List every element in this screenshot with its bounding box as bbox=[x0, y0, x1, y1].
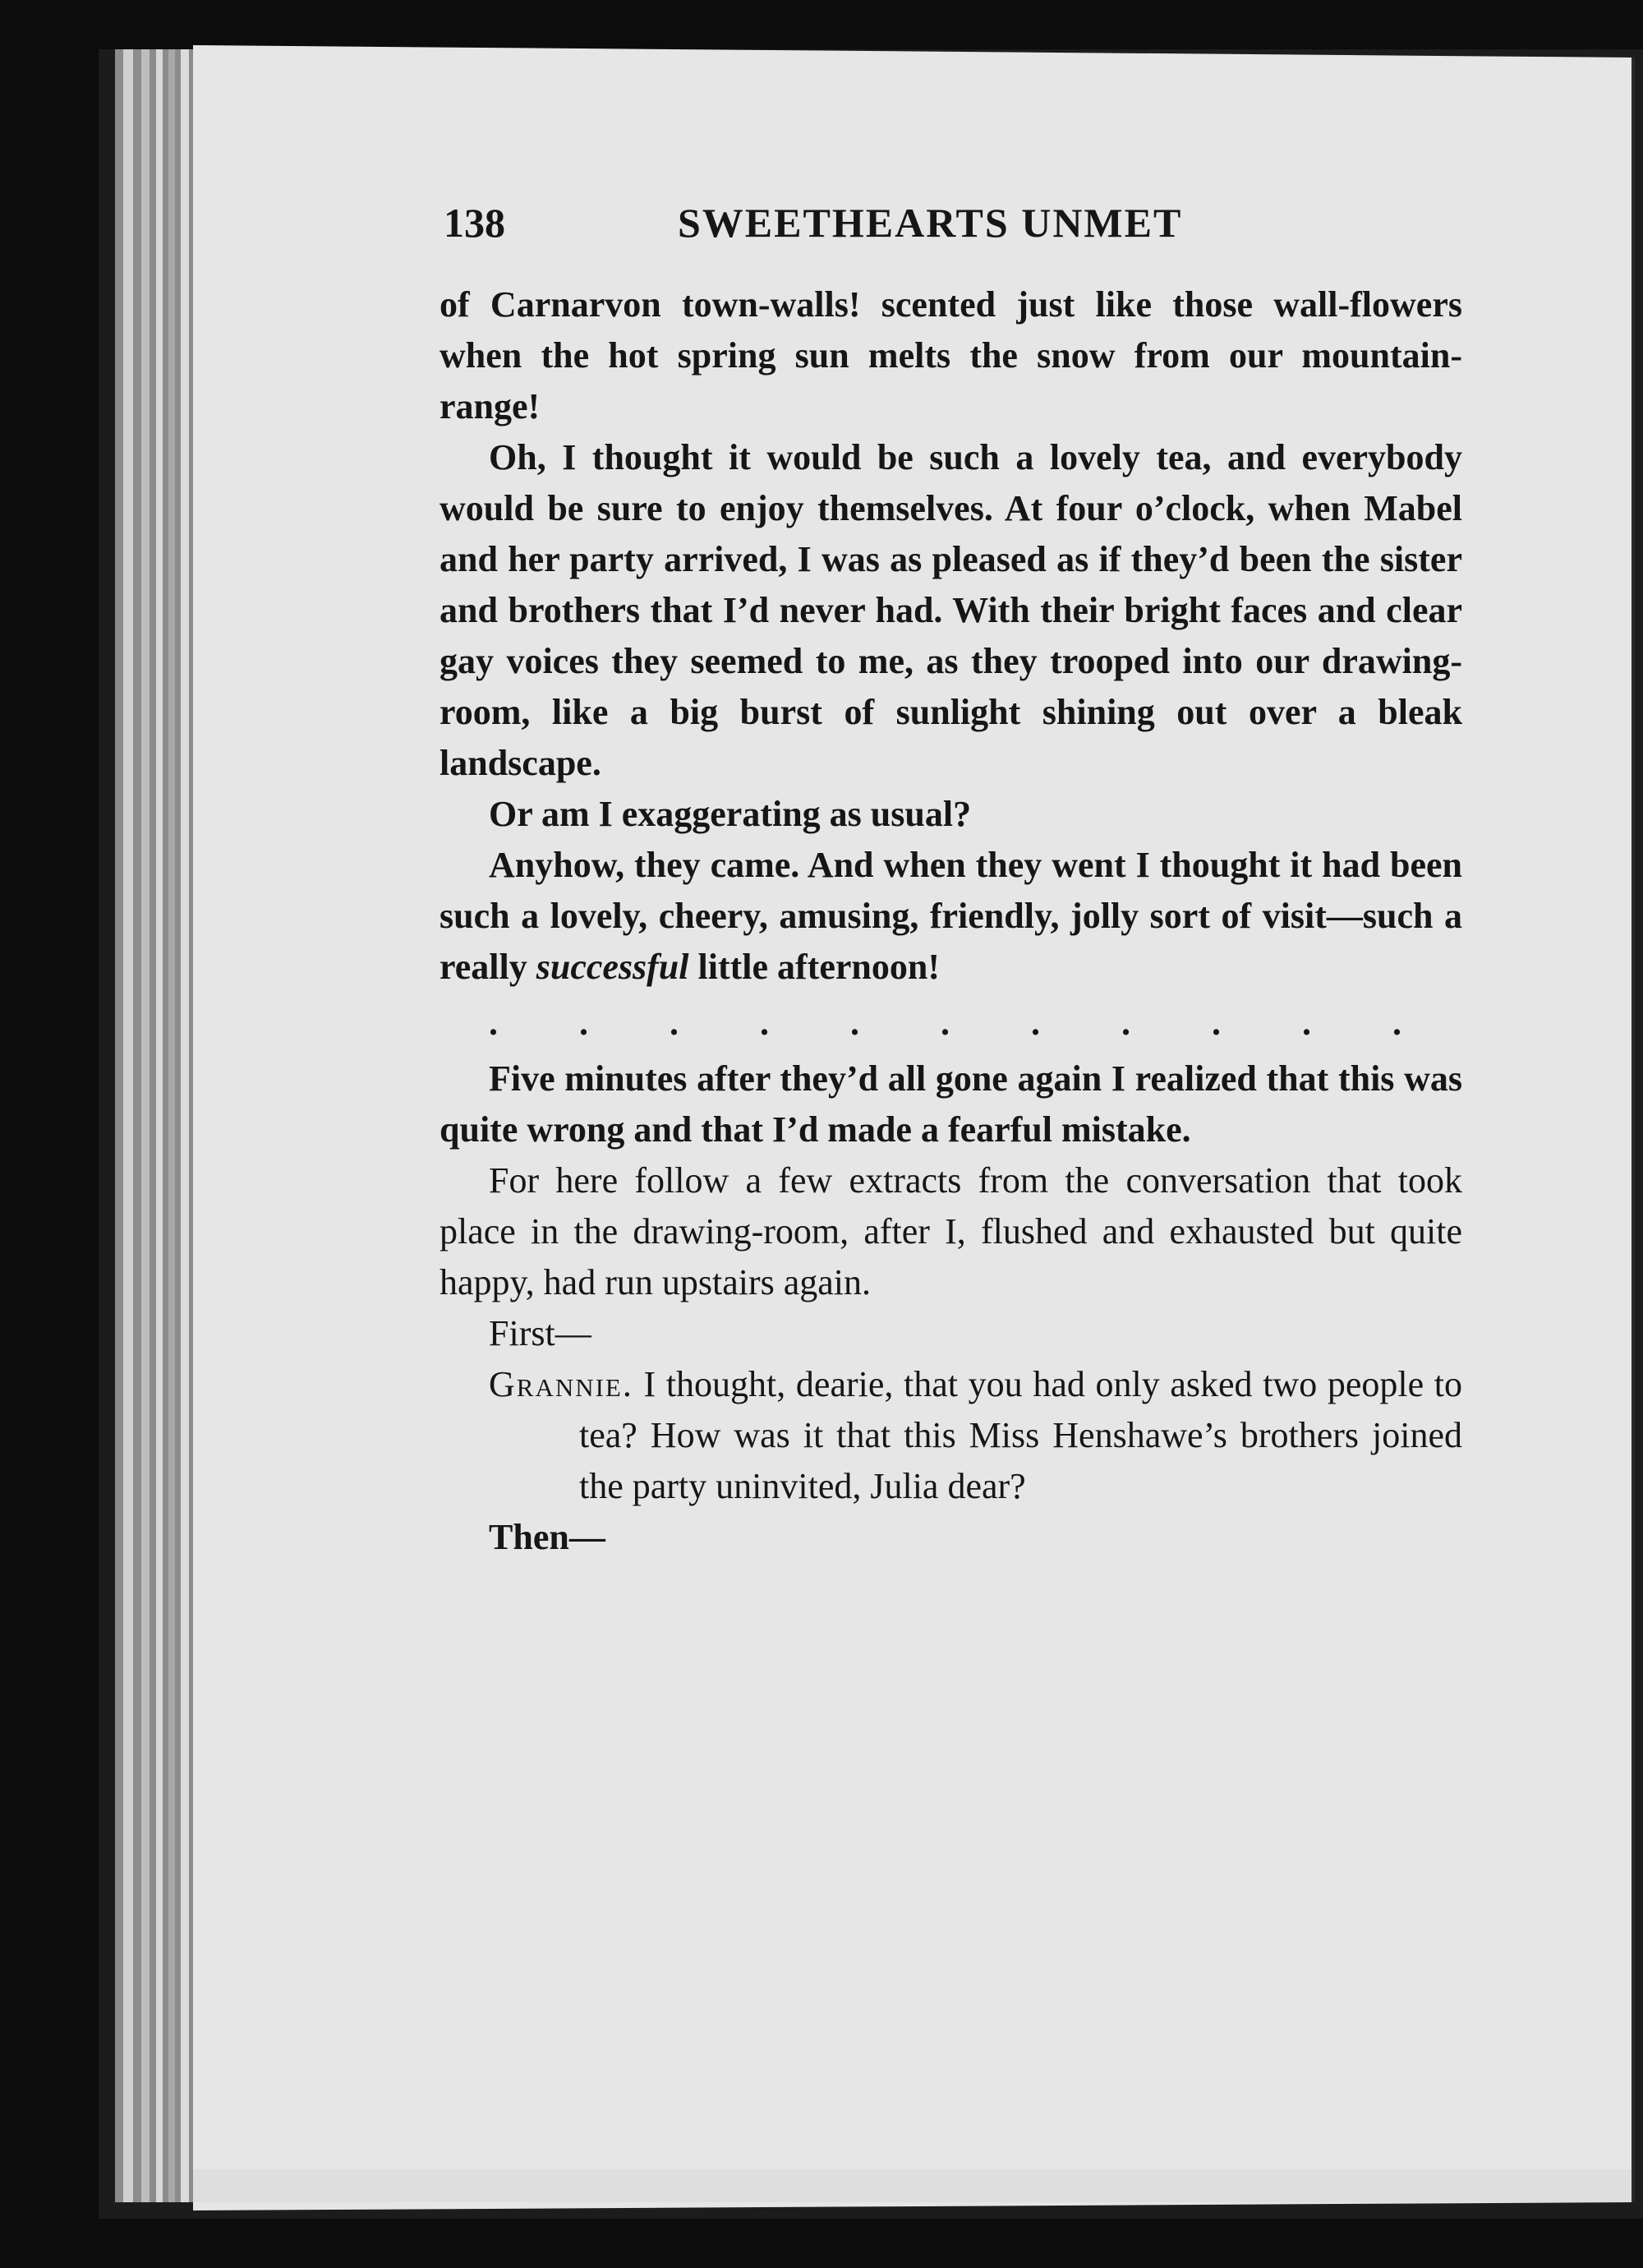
dialogue-grannie bbox=[440, 1359, 1462, 1512]
speech-text: I thought, dearie, that you had only asked two people to tea? How was it that this Miss Henshawe’s brothers joined the party uninvited, Julia dear? bbox=[579, 1364, 1462, 1506]
paragraph-6: For here follow a few extracts from the conversation that took place in the drawing-room, after I, flushed and exhausted but quite happy, had run upstairs again. bbox=[440, 1160, 1462, 1302]
paragraph-8: Then— bbox=[489, 1517, 605, 1557]
paragraph-5: Five minutes after they’d all gone again I realized that this was quite wrong and that I’d made a fearful mistake. bbox=[440, 1058, 1462, 1150]
body-text bbox=[440, 279, 1462, 1563]
running-title: SWEETHEARTS UNMET bbox=[678, 200, 1183, 246]
paragraph-7: First— bbox=[489, 1313, 591, 1353]
paragraph-1: of Carnarvon town-walls! scented just like those wall-flowers when the hot spring sun melts the snow from our mountain-range! bbox=[440, 284, 1462, 426]
paragraph-4-start: Anyhow, they came. And when they went I thought it had been such a lovely, cheery, amusing, friendly, jolly sort of visit—such a really bbox=[440, 845, 1462, 987]
paragraph-4 bbox=[440, 840, 1462, 993]
page-number: 138 bbox=[444, 200, 505, 246]
paragraph-4-end: little afternoon! bbox=[697, 947, 940, 987]
speaker-name: Grannie. bbox=[489, 1364, 633, 1404]
paragraph-3: Or am I exaggerating as usual? bbox=[489, 794, 972, 834]
page-header bbox=[444, 199, 1470, 256]
paragraph-4-italic: successful bbox=[536, 947, 689, 987]
paragraph-2: Oh, I thought it would be such a lovely tea, and everybody would be sure to enjoy themselves. At four o’clock, when Mabel and her party arrived, I was as pleased as if they’d been the sister and brothers that I’d never had. With their bright faces and clear gay voices they seemed to me, as they trooped into our drawing-room, like a big burst of sunlight shining out over a bleak landscape. bbox=[440, 437, 1462, 783]
section-break-dots: . . . . . . . . . . . bbox=[489, 1003, 1438, 1043]
